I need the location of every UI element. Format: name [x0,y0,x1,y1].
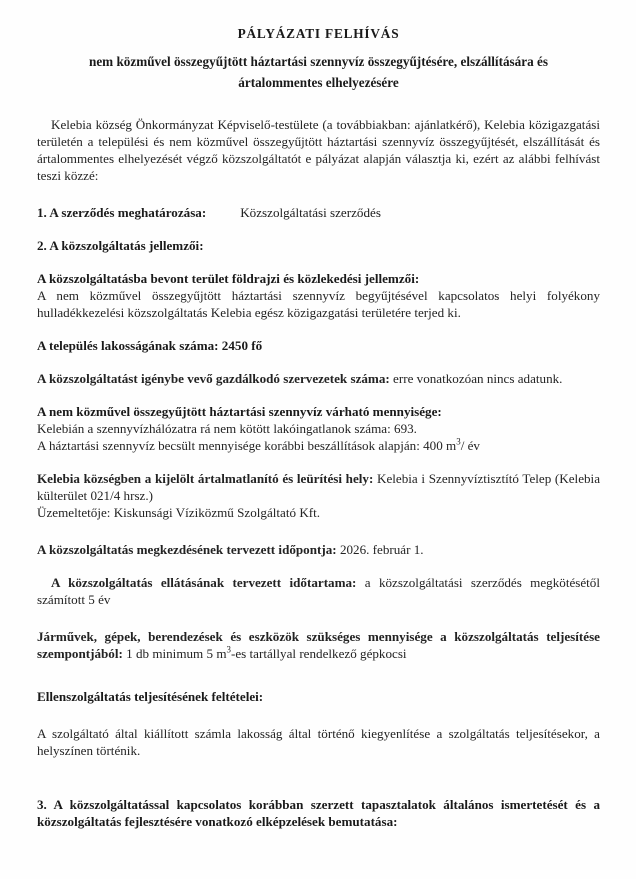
disposal-site-key: Kelebia községben a kijelölt ártalmatlanító és leürítési hely: [37,470,374,486]
spacer [37,705,600,725]
start-date-key: A közszolgáltatás megkezdésének tervezett időpontja: [37,542,337,558]
spacer [37,221,600,237]
disposal-site-operator-value: Kiskunsági Víziközmű Szolgáltató Kft. [113,505,321,520]
expected-quantity-heading: A nem közművel összegyűjtött háztartási szennyvíz várható mennyisége: [37,403,442,419]
section-3-label: 3. A közszolgáltatással kapcsolatos korábban szerzett tapasztalatok általános ismertetését és a közszolgáltatás fejlesztésére vonatkozó elképzelések bemutatása: [37,797,600,830]
service-area-heading: A közszolgáltatásba bevont terület földrajzi és közlekedési jellemzői: [37,270,420,286]
spacer [37,387,600,403]
spacer [37,184,600,204]
disposal-site-row [37,470,600,504]
cubic-meter-superscript: 3 [226,644,231,655]
spacer [37,558,600,574]
spacer [37,254,600,270]
population-value: 2450 fő [221,337,263,353]
intro-paragraph: Kelebia község Önkormányzat Képviselő-testülete (a továbbiakban: ajánlatkérő), Kelebia közigazgatási területén a települési és nem közművel összegyűjtött háztartási szennyvíz összegyűjtését, elszállítását és ártalommentes elhelyezését végző közszolgáltatót e pályázat alapján választja ki, ezért az alábbi felhívást teszi közzé: [37,116,600,183]
duration-value: a közszolgáltatási szerződés megkötésétől számított 5 év [37,575,600,608]
spacer [37,454,600,470]
spacer [37,521,600,541]
payment-conditions-heading: Ellenszolgáltatás teljesítésének feltételei: [37,689,264,705]
spacer [37,662,600,688]
spacer [37,321,600,337]
spacer [37,785,600,796]
document-subtitle-line-2: ártalommentes elhelyezésére [238,75,399,91]
equipment-key: Járművek, gépek, berendezések és eszközök szükséges mennyisége a közszolgáltatás teljesítése szempontjából: [37,629,600,662]
payment-conditions-body: A szolgáltató által kiállított számla lakosság által történő kiegyenlítése a szolgáltatás teljesítésekor, a helyszínen történik. [37,726,600,759]
expected-quantity-prefix: A háztartási szennyvíz becsült mennyisége korábbi beszállítások alapján: 400 m [37,437,457,453]
spacer [37,759,600,785]
service-area-body: A nem közművel összegyűjtött háztartási szennyvíz begyűjtésével kapcsolatos helyi folyékony hulladékkezelési közszolgáltatás Kelebia egész közigazgatási területére terjed ki. [37,287,600,320]
equipment-value-suffix: -es tartállyal rendelkező gépkocsi [230,646,407,662]
cubic-meter-superscript: 3 [456,436,461,447]
expected-quantity-line-1: Kelebián a szennyvízhálózatra rá nem kötött lakóingatlanok száma: 693. [37,420,417,436]
start-date-value: 2026. február 1. [339,542,424,558]
spacer [37,354,600,370]
section-1-label: 1. A szerződés meghatározása: [37,204,207,220]
section-2-label: 2. A közszolgáltatás jellemzői: [37,237,204,253]
page-title: PÁLYÁZATI FELHÍVÁS [237,26,400,41]
expected-quantity-suffix: / év [460,437,480,453]
businesses-key: A közszolgáltatást igénybe vevő gazdálkodó szervezetek száma: [37,370,390,386]
businesses-value: erre vonatkozóan nincs adatunk. [393,370,563,386]
disposal-site-operator-key: Üzemeltetője: [37,505,111,520]
expected-quantity-line-2 [37,437,600,454]
population-key: A település lakosságának száma: [37,337,219,353]
section-1-value: Közszolgáltatási szerződés [240,204,381,220]
section-1-contract-definition [37,204,600,221]
spacer [37,94,600,116]
equipment-row [37,628,600,662]
document-subtitle [59,51,579,94]
disposal-site-operator-row [37,504,600,521]
start-date-row [37,541,600,558]
businesses-row [37,370,600,387]
equipment-value-prefix: 1 db minimum 5 m [126,646,227,662]
title-block [37,0,600,94]
population-row [37,337,600,354]
disposal-site-value: Kelebia i Szennyvíztisztító Telep (Kelebia külterület 021/4 hrsz.) [37,470,600,503]
duration-key: A közszolgáltatás ellátásának tervezett időtartama: [51,575,357,591]
duration-row [37,574,600,608]
document-content [37,0,600,830]
document-subtitle-line-1: nem közművel összegyűjtött háztartási szennyvíz összegyűjtésére, elszállítására és [88,54,549,69]
spacer [37,608,600,628]
